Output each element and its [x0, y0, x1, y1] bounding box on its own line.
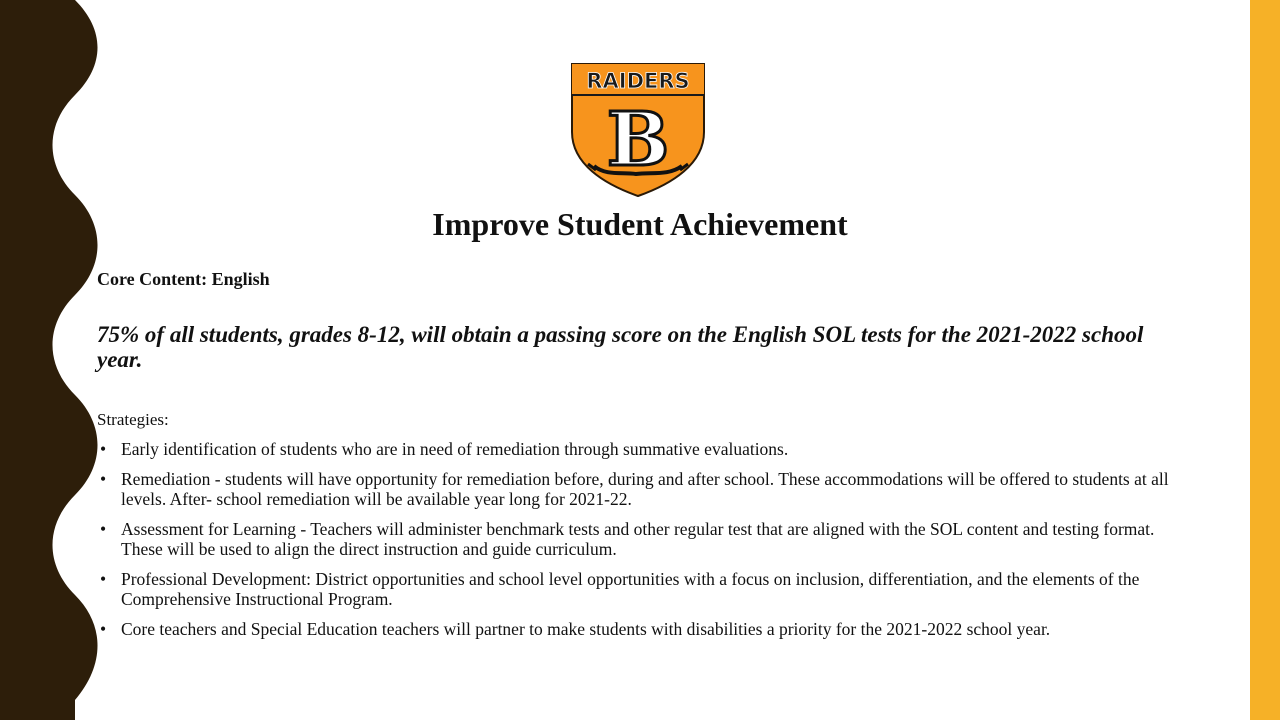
strategy-item — [97, 439, 1187, 459]
logo-letter: B — [606, 97, 670, 183]
bullet-icon: • — [100, 619, 107, 639]
bullet-icon: • — [100, 469, 107, 489]
strategies-list — [97, 439, 1187, 649]
strategy-text: Remediation - students will have opportunity for remediation before, during and after school. These accommodations will be offered to students at all levels. After- school remediation will be available year long for 2021-22. — [121, 469, 1169, 509]
strategy-text: Assessment for Learning - Teachers will administer benchmark tests and other regular test that are aligned with the SOL content and testing format. These will be used to align the direct instruction and guide curriculum. — [121, 519, 1155, 559]
page-title: Improve Student Achievement — [432, 206, 848, 242]
strategy-item — [97, 519, 1187, 559]
strategy-text: Core teachers and Special Education teachers will partner to make students with disabilities a priority for the 2021-2022 school year. — [121, 619, 1051, 639]
strategy-text: Early identification of students who are in need of remediation through summative evaluations. — [121, 439, 789, 459]
bullet-icon: • — [100, 519, 107, 539]
strategy-item — [97, 569, 1187, 609]
right-accent-bar — [1250, 0, 1280, 720]
bullet-icon: • — [100, 569, 107, 589]
left-wavy-border — [0, 0, 100, 720]
strategies-heading: Strategies: — [97, 410, 169, 429]
goal-statement: 75% of all students, grades 8-12, will obtain a passing score on the English SOL tests for the 2021-2022 school year. — [97, 322, 1144, 372]
raiders-shield-logo — [566, 60, 710, 200]
strategy-item — [97, 469, 1187, 509]
bullet-icon: • — [100, 439, 107, 459]
logo-text: RAIDERS — [586, 69, 690, 93]
strategy-item — [97, 619, 1187, 639]
strategy-text: Professional Development: District opportunities and school level opportunities with a focus on inclusion, differentiation, and the elements of the Comprehensive Instructional Program. — [121, 569, 1140, 609]
core-content-label: Core Content: English — [97, 269, 270, 289]
